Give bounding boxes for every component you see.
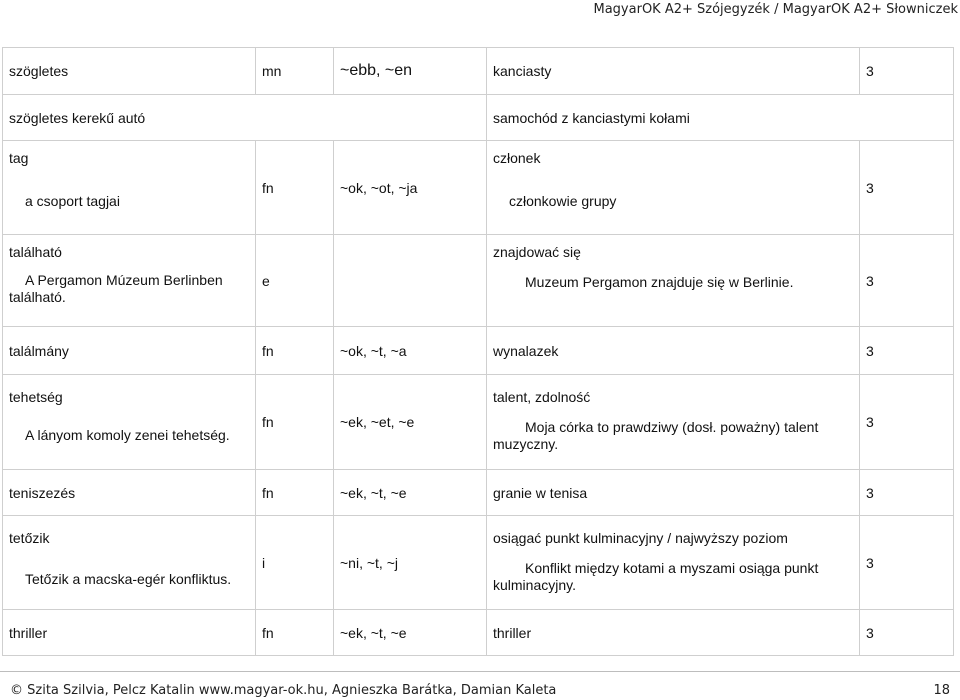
table-row	[3, 327, 954, 375]
word-forms: ~ni, ~t, ~j	[334, 516, 487, 610]
part-of-speech: e	[256, 235, 334, 327]
hungarian-word: találmány	[3, 327, 256, 375]
hungarian-cell	[3, 516, 256, 610]
hungarian-word: teniszezés	[3, 470, 256, 516]
table-row	[3, 470, 954, 516]
level: 3	[860, 141, 954, 235]
polish-example: Konflikt między kotami a myszami osiąga punkt kulminacyjny.	[493, 560, 819, 593]
hungarian-example: a csoport tagjai	[25, 193, 120, 209]
part-of-speech: mn	[256, 48, 334, 95]
word-forms: ~ek, ~t, ~e	[334, 610, 487, 656]
table-row	[3, 610, 954, 656]
part-of-speech: i	[256, 516, 334, 610]
part-of-speech: fn	[256, 470, 334, 516]
polish-translation: kanciasty	[487, 48, 860, 95]
part-of-speech: fn	[256, 327, 334, 375]
polish-example: samochód z kanciastymi kołami	[487, 95, 954, 141]
polish-translation: członek	[493, 150, 541, 166]
hungarian-cell	[3, 141, 256, 235]
hungarian-word: tetőzik	[9, 530, 50, 546]
hungarian-example: A lányom komoly zenei tehetség.	[25, 427, 230, 443]
word-forms: ~ek, ~et, ~e	[334, 375, 487, 470]
polish-example: Muzeum Pergamon znajduje się w Berlinie.	[525, 274, 794, 290]
table-row	[3, 141, 954, 235]
polish-cell	[487, 375, 860, 470]
word-forms: ~ok, ~ot, ~ja	[334, 141, 487, 235]
polish-example: członkowie grupy	[509, 193, 617, 209]
hungarian-cell	[3, 235, 256, 327]
polish-cell	[487, 141, 860, 235]
level: 3	[860, 470, 954, 516]
hungarian-example: A Pergamon Múzeum Berlinben található.	[9, 272, 223, 305]
footer-credits: © Szita Szilvia, Pelcz Katalin www.magyar-ok.hu, Agnieszka Barátka, Damian Kaleta	[10, 683, 557, 698]
part-of-speech: fn	[256, 610, 334, 656]
part-of-speech: fn	[256, 375, 334, 470]
table-row	[3, 516, 954, 610]
page-number: 18	[933, 683, 950, 698]
level: 3	[860, 375, 954, 470]
hungarian-cell	[3, 375, 256, 470]
level: 3	[860, 48, 954, 95]
word-forms: ~ebb, ~en	[334, 48, 487, 95]
table-row	[3, 95, 954, 141]
hungarian-word: tehetség	[9, 389, 63, 405]
level: 3	[860, 516, 954, 610]
hungarian-example: Tetőzik a macska-egér konfliktus.	[25, 571, 232, 587]
polish-translation: znajdować się	[493, 244, 581, 260]
page-header: MagyarOK A2+ Szójegyzék / MagyarOK A2+ Słowniczek	[593, 2, 958, 17]
word-forms: ~ek, ~t, ~e	[334, 470, 487, 516]
hungarian-example: szögletes kerekű autó	[3, 95, 487, 141]
part-of-speech: fn	[256, 141, 334, 235]
level: 3	[860, 610, 954, 656]
hungarian-word: thriller	[3, 610, 256, 656]
table-row	[3, 235, 954, 327]
hungarian-word: szögletes	[3, 48, 256, 95]
table-row	[3, 48, 954, 95]
word-forms	[334, 235, 487, 327]
word-forms: ~ok, ~t, ~a	[334, 327, 487, 375]
level: 3	[860, 235, 954, 327]
polish-translation: osiągać punkt kulminacyjny / najwyższy poziom	[493, 530, 788, 546]
hungarian-word: található	[9, 244, 62, 260]
page-footer	[0, 671, 960, 700]
polish-translation: thriller	[487, 610, 860, 656]
level: 3	[860, 327, 954, 375]
polish-cell	[487, 516, 860, 610]
polish-example: Moja córka to prawdziwy (dosł. poważny) talent muzyczny.	[493, 419, 819, 452]
polish-cell	[487, 235, 860, 327]
table-row	[3, 375, 954, 470]
polish-translation: granie w tenisa	[487, 470, 860, 516]
vocabulary-table	[2, 47, 954, 656]
polish-translation: wynalazek	[487, 327, 860, 375]
hungarian-word: tag	[9, 150, 29, 166]
polish-translation: talent, zdolność	[493, 389, 591, 405]
